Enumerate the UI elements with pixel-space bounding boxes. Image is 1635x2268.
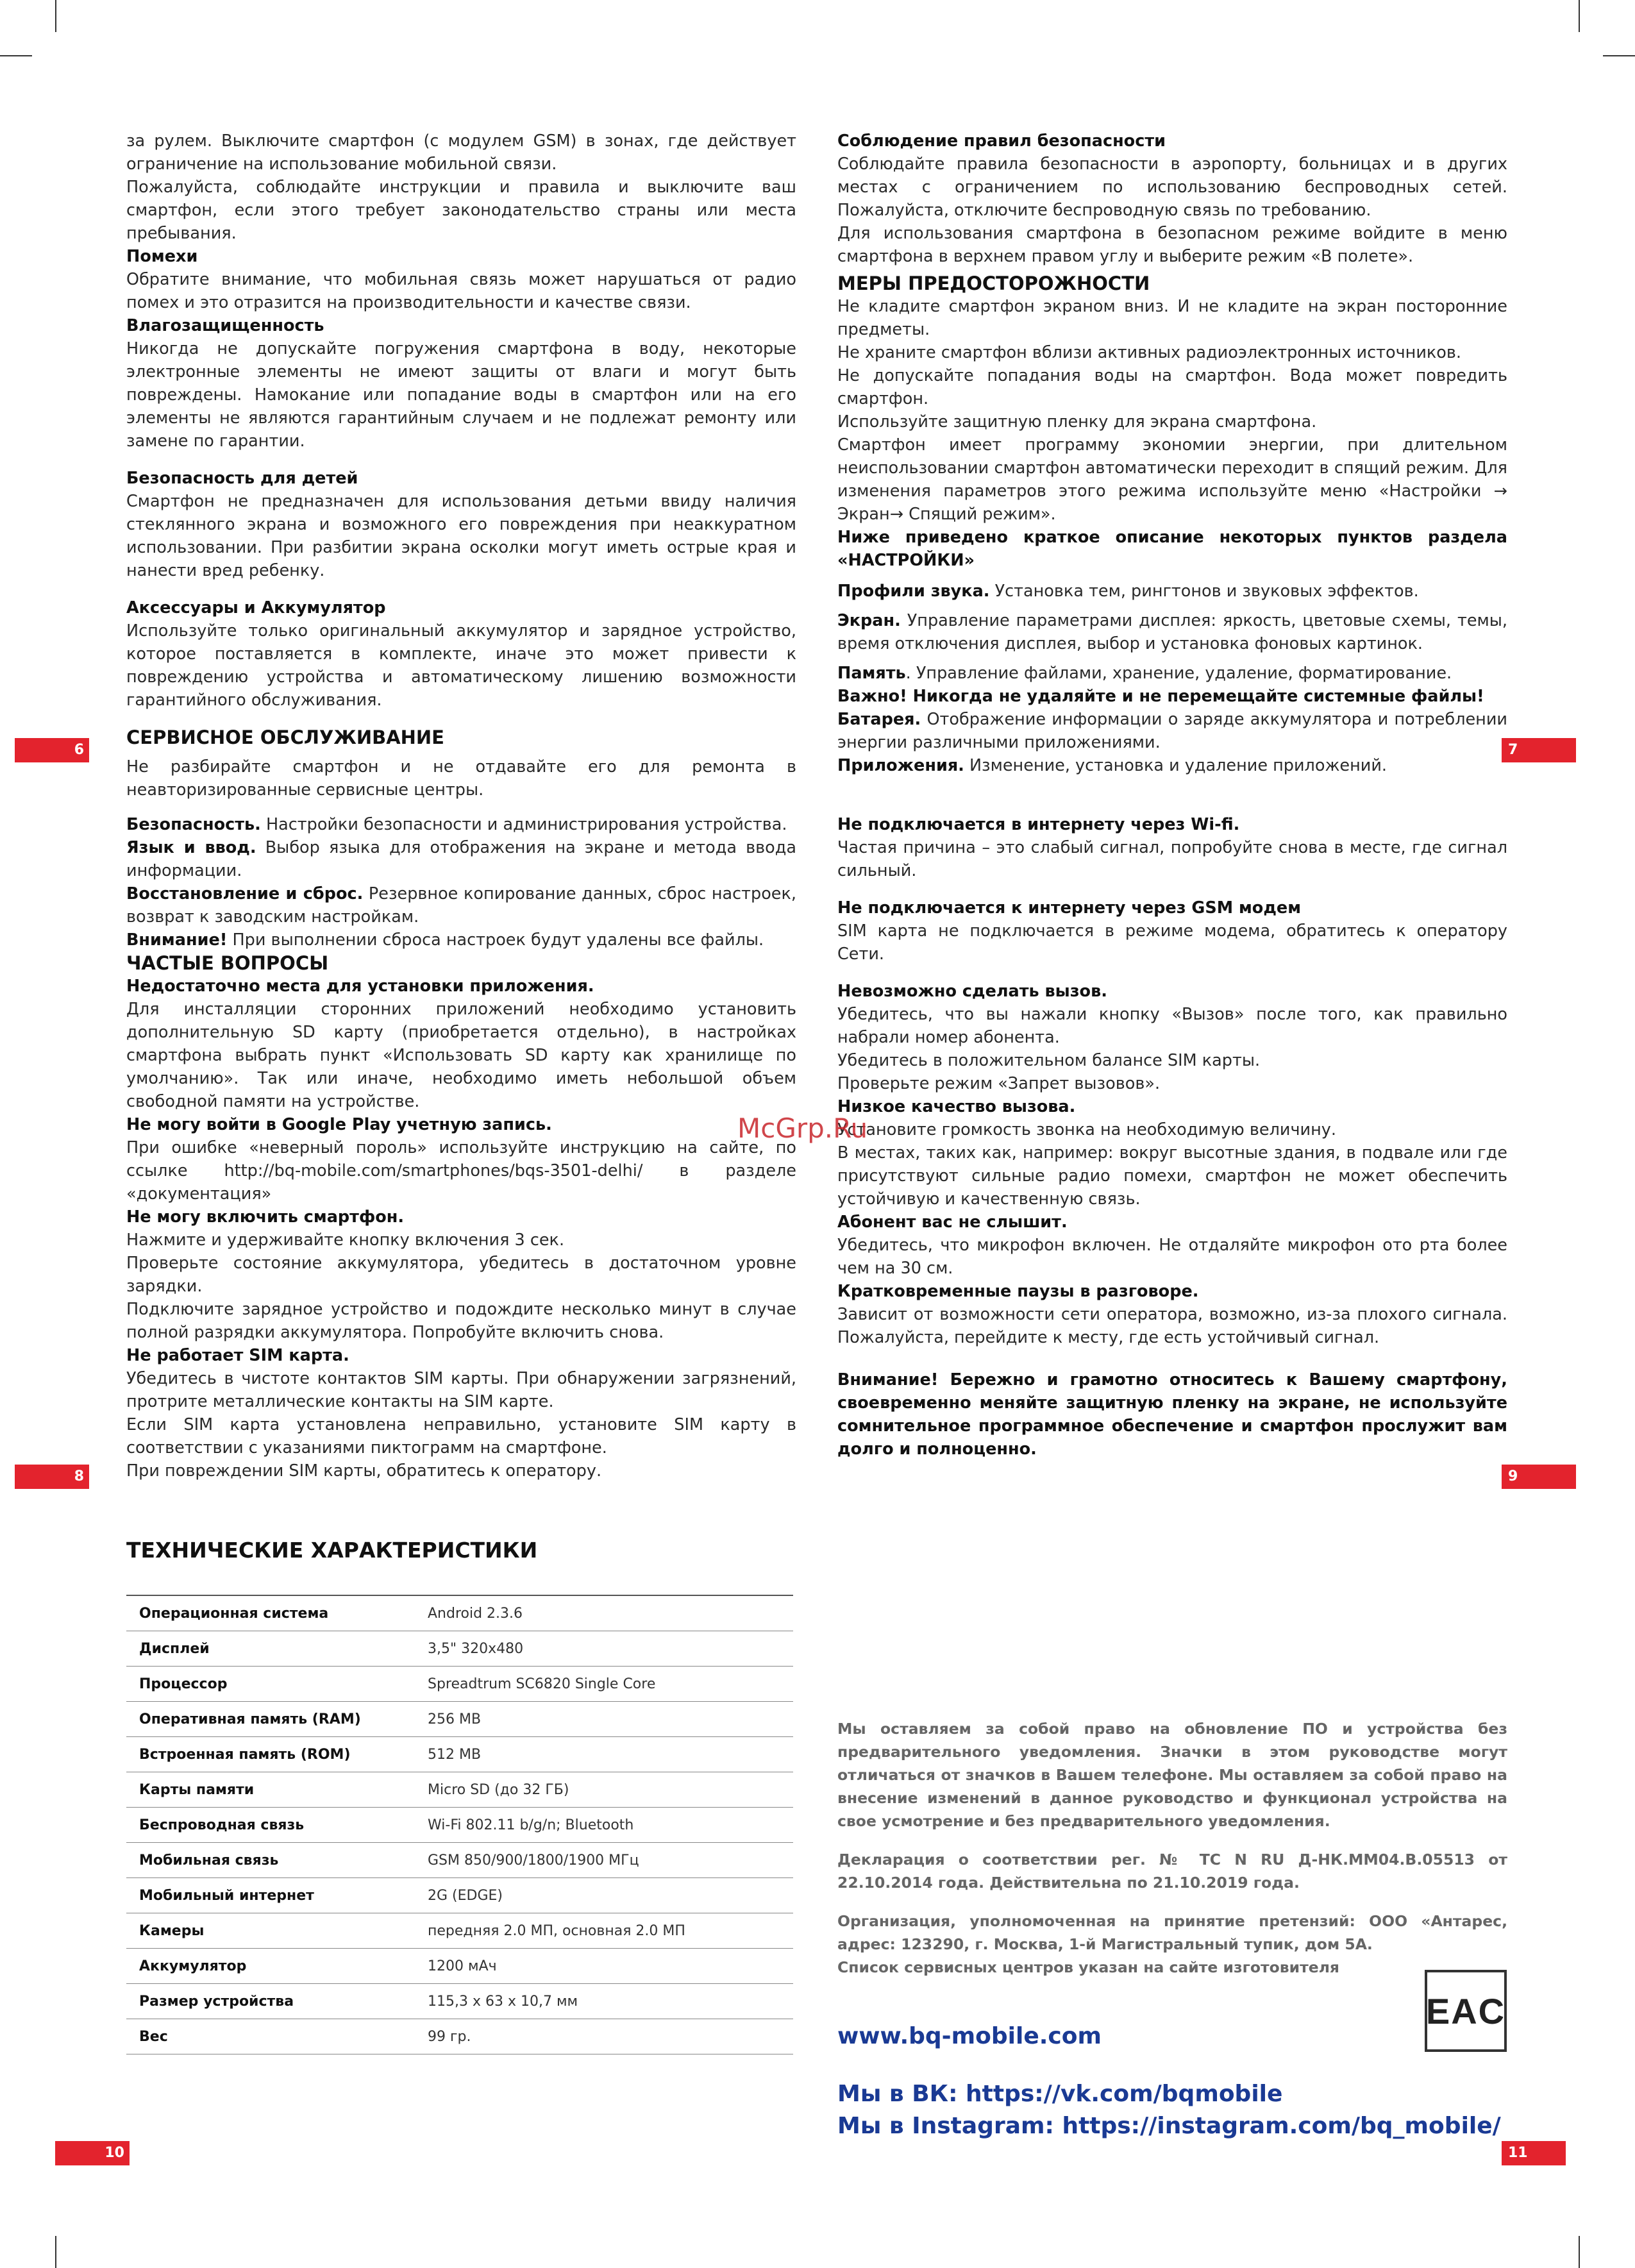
crop-mark	[0, 55, 32, 56]
page-number: 11	[1502, 2141, 1566, 2165]
spec-row	[126, 1878, 793, 1913]
eac-text: EAC	[1425, 1990, 1506, 2031]
important-note: Важно! Никогда не удаляйте и не перемещайте системные файлы!	[837, 687, 1484, 706]
answer: Подключите зарядное устройство и подождите несколько минут в случае полной разрядки аккумулятора. Попробуйте включить снова.	[126, 1300, 796, 1342]
paragraph	[837, 580, 1507, 603]
legal-paragraph: Декларация о соответствии рег. № ТС N RU Д-НК.ММ04.В.05513 от 22.10.2014 года. Действительна по 21.10.2019 года.	[837, 1851, 1507, 1892]
crop-mark	[1579, 2236, 1580, 2268]
answer: Проверьте состояние аккумулятора, убедитесь в достаточном уровне зарядки.	[126, 1254, 796, 1296]
paragraph: Не разбирайте смартфон и не отдавайте его для ремонта в неавторизированные сервисные центры.	[126, 757, 796, 800]
answer: Убедитесь в чистоте контактов SIM карты. При обнаружении загрязнений, протрите металлические контакты на SIM карте.	[126, 1369, 796, 1411]
term: Память	[837, 664, 906, 683]
spec-value: Android 2.3.6	[415, 1595, 793, 1631]
watermark: McGrp.Ru	[737, 1113, 868, 1144]
answer: При повреждении SIM карты, обратитесь к оператору.	[126, 1461, 602, 1481]
page-number: 9	[1502, 1465, 1576, 1489]
paragraph: Используйте только оригинальный аккумулятор и зарядное устройство, которое поставляется в комплекте, иначе это может привести к повреждению устройства и автоматическому лишению возможности гарантийного обслуживания.	[126, 621, 796, 710]
paragraph: за рулем. Выключите смартфон (с модулем GSM) в зонах, где действует ограничение на использование мобильной связи.	[126, 131, 796, 174]
paragraph	[126, 928, 796, 952]
vk-link[interactable]: Мы в ВК: https://vk.com/bqmobile	[837, 2081, 1283, 2107]
spec-name: Беспроводная связь	[126, 1808, 415, 1843]
paragraph: Не храните смартфон вблизи активных радиоэлектронных источников.	[837, 343, 1462, 362]
section-heading: Соблюдение правил безопасности	[837, 131, 1166, 151]
page-number: 8	[15, 1465, 89, 1489]
spec-row	[126, 1913, 793, 1949]
spec-name: Процессор	[126, 1667, 415, 1702]
term: Профили звука.	[837, 582, 990, 601]
spec-row	[126, 1949, 793, 1984]
final-warning: Внимание! Бережно и грамотно относитесь к Вашему смартфону, своевременно меняйте защитную пленку на экране, не используйте сомнительное программное обеспечение и смартфон прослужит вам долго и полноценно.	[837, 1370, 1507, 1459]
question: Кратковременные паузы в разговоре.	[837, 1282, 1199, 1301]
crop-mark	[55, 0, 56, 32]
definition: Изменение, установка и удаление приложений.	[964, 756, 1388, 775]
definition: Настройки безопасности и администрирования устройства.	[260, 815, 787, 834]
paragraph	[126, 882, 796, 928]
paragraph: Смартфон имеет программу экономии энергии, при длительном неиспользовании смартфон автоматически переходит в спящий режим. Для изменения параметров этого режима используйте меню «Настройки → Экран→ Спящий режим».	[837, 435, 1507, 524]
crop-mark	[1603, 55, 1635, 56]
definition: Резервное копирование данных, сброс настроек, возврат к заводским настройкам.	[126, 884, 796, 927]
paragraph: Обратите внимание, что мобильная связь может нарушаться от радио помех и это отразится на производительности и качестве связи.	[126, 270, 796, 312]
legal-block	[837, 1717, 1507, 1994]
term: Внимание!	[126, 930, 228, 950]
section-heading: МЕРЫ ПРЕДОСТОРОЖНОСТИ	[837, 273, 1150, 294]
term: Приложения.	[837, 756, 964, 775]
answer: В местах, таких как, например: вокруг высотные здания, в подвале или где присутствуют сильные радио помехи, смартфон не может обеспечить устойчивую и качественную связь.	[837, 1143, 1507, 1209]
page-number: 6	[15, 738, 89, 762]
section-heading: Помехи	[126, 247, 198, 266]
spec-value: передняя 2.0 МП, основная 2.0 МП	[415, 1913, 793, 1949]
definition: Установка тем, рингтонов и звуковых эффектов.	[989, 582, 1419, 601]
paragraph	[126, 813, 796, 836]
question: Низкое качество вызова.	[837, 1097, 1076, 1116]
website-link[interactable]: www.bq-mobile.com	[837, 2023, 1102, 2049]
spec-name: Вес	[126, 2019, 415, 2054]
answer: Для инсталляции сторонних приложений необходимо установить дополнительную SD карту (приобретается отдельно), в настройках смартфона выбрать пункт «Использовать SD карту как хранилище по умолчанию». Так или иначе, необходимо иметь небольшой объем свободной памяти на устройстве.	[126, 1000, 796, 1111]
spec-value: 256 MB	[415, 1702, 793, 1737]
question: Не подключается к интернету через GSM модем	[837, 898, 1302, 918]
question: Не могу войти в Google Play учетную запись.	[126, 1115, 552, 1134]
spec-row	[126, 1843, 793, 1878]
definition: Выбор языка для отображения на экране и метода ввода информации.	[126, 838, 797, 880]
paragraph	[126, 836, 796, 882]
question: Недостаточно места для установки приложения.	[126, 977, 594, 996]
paragraph	[837, 609, 1507, 655]
spec-value: Spreadtrum SC6820 Single Core	[415, 1667, 793, 1702]
page-6-column	[126, 130, 796, 802]
answer: Убедитесь в положительном балансе SIM карты.	[837, 1051, 1261, 1070]
specs-title: ТЕХНИЧЕСКИЕ ХАРАКТЕРИСТИКИ	[126, 1538, 538, 1563]
section-heading: Безопасность для детей	[126, 469, 358, 488]
answer: Убедитесь, что микрофон включен. Не отдаляйте микрофон ото рта более чем на 30 см.	[837, 1236, 1507, 1278]
spec-value: 1200 мАч	[415, 1949, 793, 1984]
paragraph: Не допускайте попадания воды на смартфон. Вода может повредить смартфон.	[837, 366, 1507, 408]
definition: . Управление файлами, хранение, удаление, форматирование.	[905, 664, 1452, 683]
page-9-column	[837, 813, 1507, 1461]
section-heading: Влагозащищенность	[126, 316, 324, 335]
spec-row	[126, 1667, 793, 1702]
page-7-column	[837, 130, 1507, 777]
spec-value: 3,5" 320x480	[415, 1631, 793, 1667]
eac-mark	[1425, 1970, 1507, 2052]
spec-value: 2G (EDGE)	[415, 1878, 793, 1913]
answer: Убедитесь, что вы нажали кнопку «Вызов» после того, как правильно набрали номер абонента.	[837, 1005, 1507, 1047]
paragraph: Соблюдайте правила безопасности в аэропорту, больницах и в других местах с ограничением по использованию беспроводных сетей. Пожалуйста, отключите беспроводную связь по требованию.	[837, 155, 1507, 220]
term: Батарея.	[837, 710, 921, 729]
instagram-link[interactable]: Мы в Instagram: https://instagram.com/bq_mobile/	[837, 2113, 1501, 2139]
spec-name: Оперативная память (RAM)	[126, 1702, 415, 1737]
definition: Управление параметрами дисплея: яркость, цветовые схемы, темы, время отключения дисплея, выбор и установка фоновых картинок.	[837, 611, 1507, 653]
question: Невозможно сделать вызов.	[837, 982, 1107, 1001]
spec-name: Дисплей	[126, 1631, 415, 1667]
section-heading: Ниже приведено краткое описание некоторых пунктов раздела «НАСТРОЙКИ»	[837, 528, 1507, 570]
section-heading: Аксессуары и Аккумулятор	[126, 598, 386, 617]
paragraph: Для использования смартфона в безопасном режиме войдите в меню смартфона в верхнем правом углу и выберите режим «В полете».	[837, 224, 1507, 266]
spec-row	[126, 1808, 793, 1843]
definition: При выполнении сброса настроек будут удалены все файлы.	[227, 930, 764, 950]
term: Экран.	[837, 611, 901, 630]
question: Абонент вас не слышит.	[837, 1213, 1068, 1232]
spec-name: Камеры	[126, 1913, 415, 1949]
spec-value: Micro SD (до 32 ГБ)	[415, 1772, 793, 1808]
spec-value: GSM 850/900/1800/1900 МГц	[415, 1843, 793, 1878]
section-heading: СЕРВИСНОЕ ОБСЛУЖИВАНИЕ	[126, 727, 444, 748]
spec-row	[126, 1631, 793, 1667]
answer: SIM карта не подключается в режиме модема, обратитесь к оператору Сети.	[837, 921, 1507, 964]
paragraph: Смартфон не предназначен для использования детьми ввиду наличия стеклянного экрана и возможного его повреждения при неаккуратном использовании. При разбитии экрана осколки могут иметь острые края и нанести вред ребенку.	[126, 492, 796, 580]
crop-mark	[55, 2236, 56, 2268]
paragraph	[837, 708, 1507, 754]
spec-row	[126, 1702, 793, 1737]
page-number: 7	[1502, 738, 1576, 762]
paragraph	[837, 754, 1507, 777]
paragraph: Не кладите смартфон экраном вниз. И не кладите на экран посторонние предметы.	[837, 297, 1507, 339]
answer: Частая причина – это слабый сигнал, попробуйте снова в месте, где сигнал сильный.	[837, 838, 1507, 880]
answer: Установите громкость звонка на необходимую величину.	[837, 1120, 1336, 1139]
paragraph: Пожалуйста, соблюдайте инструкции и правила и выключите ваш смартфон, если этого требует законодательство страны или места пребывания.	[126, 178, 796, 243]
spec-name: Аккумулятор	[126, 1949, 415, 1984]
term: Язык и ввод.	[126, 838, 256, 857]
spec-value: 99 гр.	[415, 2019, 793, 2054]
spec-value: 115,3 x 63 x 10,7 мм	[415, 1984, 793, 2019]
legal-paragraph: Организация, уполномоченная на принятие претензий: ООО «Антарес, адрес: 123290, г. Москва, 1-й Магистральный тупик, дом 5А.	[837, 1912, 1507, 1953]
paragraph	[837, 662, 1507, 685]
spec-value: 512 MB	[415, 1737, 793, 1772]
page-number: 10	[55, 2141, 130, 2165]
page-8-column	[126, 813, 796, 1483]
spec-name: Размер устройства	[126, 1984, 415, 2019]
spec-name: Мобильный интернет	[126, 1878, 415, 1913]
spec-row	[126, 1737, 793, 1772]
spec-row	[126, 1595, 793, 1631]
crop-mark	[1579, 0, 1580, 32]
spec-row	[126, 2019, 793, 2054]
legal-paragraph: Список сервисных центров указан на сайте изготовителя	[837, 1958, 1340, 1976]
section-heading: ЧАСТЫЕ ВОПРОСЫ	[126, 952, 329, 974]
definition: Отображение информации о заряде аккумулятора и потреблении энергии различными приложениями.	[837, 710, 1507, 752]
answer: При ошибке «неверный пороль» используйте инструкцию на сайте, по ссылке http://bq-mobile.com/smartphones/bqs-3501-delhi/ в разделе «документация»	[126, 1138, 796, 1204]
spec-name: Мобильная связь	[126, 1843, 415, 1878]
question: Не могу включить смартфон.	[126, 1207, 405, 1227]
paragraph: Используйте защитную пленку для экрана смартфона.	[837, 412, 1317, 432]
answer: Нажмите и удерживайте кнопку включения 3 сек.	[126, 1231, 565, 1250]
spec-name: Встроенная память (ROM)	[126, 1737, 415, 1772]
spec-name: Карты памяти	[126, 1772, 415, 1808]
legal-paragraph: Мы оставляем за собой право на обновление ПО и устройства без предварительного уведомления. Значки в этом руководстве могут отличаться от значков в Вашем телефоне. Мы оставляем за собой право на внесение изменений в данное руководство и функционал устройства на свое усмотрение и без предварительного уведомления.	[837, 1720, 1507, 1830]
answer: Если SIM карта установлена неправильно, установите SIM карту в соответствии с указаниями пиктограмм на смартфоне.	[126, 1415, 796, 1457]
term: Безопасность.	[126, 815, 261, 834]
answer: Проверьте режим «Запрет вызовов».	[837, 1074, 1161, 1093]
specs-table	[126, 1595, 793, 2054]
answer: Зависит от возможности сети оператора, возможно, из-за плохого сигнала. Пожалуйста, перейдите к месту, где есть устойчивый сигнал.	[837, 1305, 1507, 1347]
spec-name: Операционная система	[126, 1595, 415, 1631]
spec-value: Wi-Fi 802.11 b/g/n; Bluetooth	[415, 1808, 793, 1843]
question: Не подключается в интернету через Wi-fi.	[837, 815, 1240, 834]
spec-row	[126, 1984, 793, 2019]
spec-row	[126, 1772, 793, 1808]
term: Восстановление и сброс.	[126, 884, 364, 903]
question: Не работает SIM карта.	[126, 1346, 349, 1365]
paragraph: Никогда не допускайте погружения смартфона в воду, некоторые электронные элементы не имеют защиты от влаги и могут быть повреждены. Намокание или попадание воды в смартфон или на его элементы не являются гарантийным случаем и не подлежат ремонту или замене по гарантии.	[126, 339, 796, 451]
